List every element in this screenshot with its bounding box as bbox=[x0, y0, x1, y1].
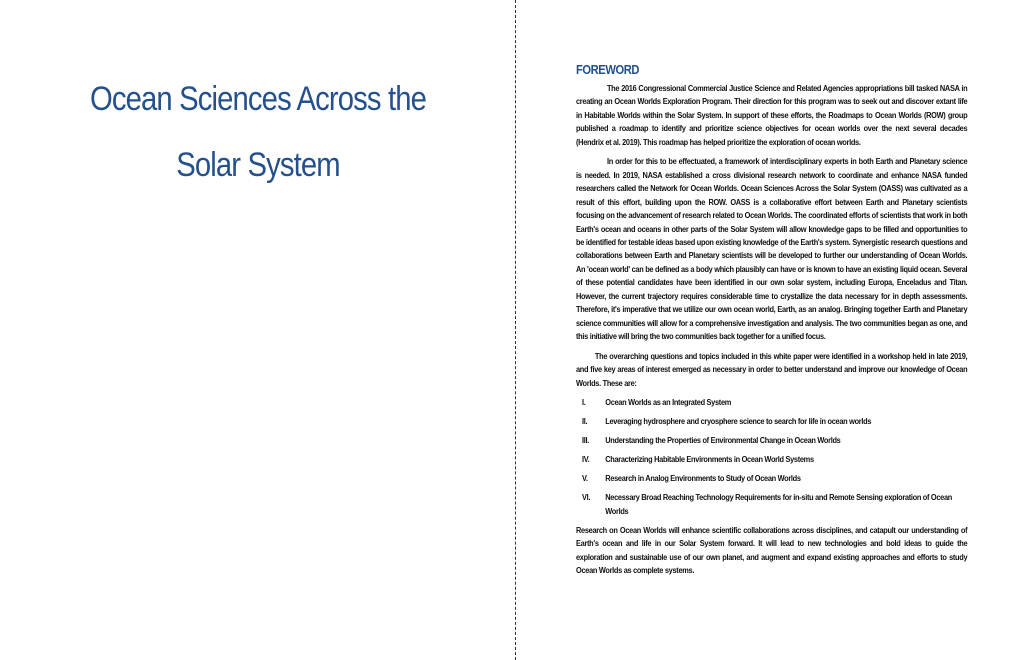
foreword-paragraph-2: In order for this to be effectuated, a framework of interdisciplinary experts in both Earth and Planetary science is needed. In 2019, NASA established a cross divisional research network to coordinate and enhance NASA funded researchers called the Network for Ocean Worlds. Ocean Sciences Across the Solar System (OASS) was cultivated as a result of this effort, building upon the ROW. OASS is a collaborative effort between Earth and Planetary scientists focusing on the advancement of research related to Ocean Worlds. The coordinated efforts of scientists that work in both Earth's ocean and oceans in other parts of the Solar System will allow knowledge gaps to be filled and opportunities to be identified for testable ideas based upon existing knowledge of the Earth's system. Synergistic research questions and collaborations between Earth and Planetary scientists will be developed to further our understanding of Ocean Worlds. An 'ocean world' can be defined as a body which plausibly can have or is known to have an existing liquid ocean. Several of these potential candidates have been identified in our own solar system, including Europa, Enceladus and Titan. However, the current trajectory requires considerable time to crystallize the data necessary for in depth assessments. Therefore, it's imperative that we utilize our own ocean world, Earth, as an analog. Bringing together Earth and Planetary science communities will allow for a comprehensive investigation and analysis. The two communities began as one, and this initiative will bring the two communities back together for a unified focus. bbox=[576, 156, 968, 342]
list-item bbox=[576, 396, 967, 409]
cover-title bbox=[71, 66, 446, 198]
foreword-closing-paragraph: Research on Ocean Worlds will enhance scientific collaborations across disciplines, and catapult our understanding of Earth's ocean and life in our Solar System forward. It will lead to new technologies and bold ideas to guide the exploration and sustainable use of our own planet, and augment and expand existing approaches and efforts to study Ocean Worlds as complete systems. bbox=[576, 524, 968, 576]
foreword-page bbox=[516, 0, 1024, 660]
list-item-number: VI. bbox=[582, 492, 591, 503]
list-item-number: V. bbox=[582, 473, 588, 484]
list-item-number: II. bbox=[582, 416, 588, 427]
list-item-number: I. bbox=[582, 396, 586, 407]
list-item-text: Leveraging hydrosphere and cryosphere science to search for life in ocean worlds bbox=[605, 416, 872, 427]
list-item-text: Characterizing Habitable Environments in Ocean World Systems bbox=[605, 454, 814, 465]
list-item bbox=[576, 472, 967, 485]
foreword-paragraph-3: The overarching questions and topics included in this white paper were identified in a workshop held in late 2019, and five key areas of interest emerged as necessary in order to better understand and improve our knowledge of Ocean Worlds. These are: bbox=[576, 350, 968, 388]
cover-title-line-2: Solar System bbox=[176, 146, 340, 184]
list-item-text: Research in Analog Environments to Study of Ocean Worlds bbox=[605, 473, 801, 484]
focus-areas-list bbox=[576, 396, 967, 518]
list-item bbox=[576, 415, 967, 428]
foreword-paragraph-1: The 2016 Congressional Commercial Justice Science and Related Agencies appropriations bill tasked NASA in creating an Ocean Worlds Exploration Program. Their direction for this program was to seek out and discover extant life in Habitable Worlds within the Solar System. In support of these efforts, the Roadmaps to Ocean Worlds (ROW) group published a roadmap to identify and prioritize science objectives for ocean worlds over the next several decades (Hendrix et al. 2019). This roadmap has helped prioritize the exploration of ocean worlds. bbox=[576, 83, 968, 147]
list-item-text: Necessary Broad Reaching Technology Requirements for in-situ and Remote Sensing exploration of Ocean Worlds bbox=[605, 492, 953, 516]
list-item bbox=[576, 453, 967, 466]
list-item-text: Understanding the Properties of Environmental Change in Ocean Worlds bbox=[605, 435, 841, 446]
cover-title-line-1: Ocean Sciences Across the bbox=[89, 80, 427, 118]
list-item bbox=[576, 434, 967, 447]
list-item-number: III. bbox=[582, 435, 590, 446]
foreword-heading: FOREWORD bbox=[576, 62, 640, 77]
foreword-section bbox=[576, 60, 967, 584]
list-item-text: Ocean Worlds as an Integrated System bbox=[605, 396, 732, 407]
list-item-number: IV. bbox=[582, 454, 590, 465]
list-item bbox=[576, 491, 967, 518]
